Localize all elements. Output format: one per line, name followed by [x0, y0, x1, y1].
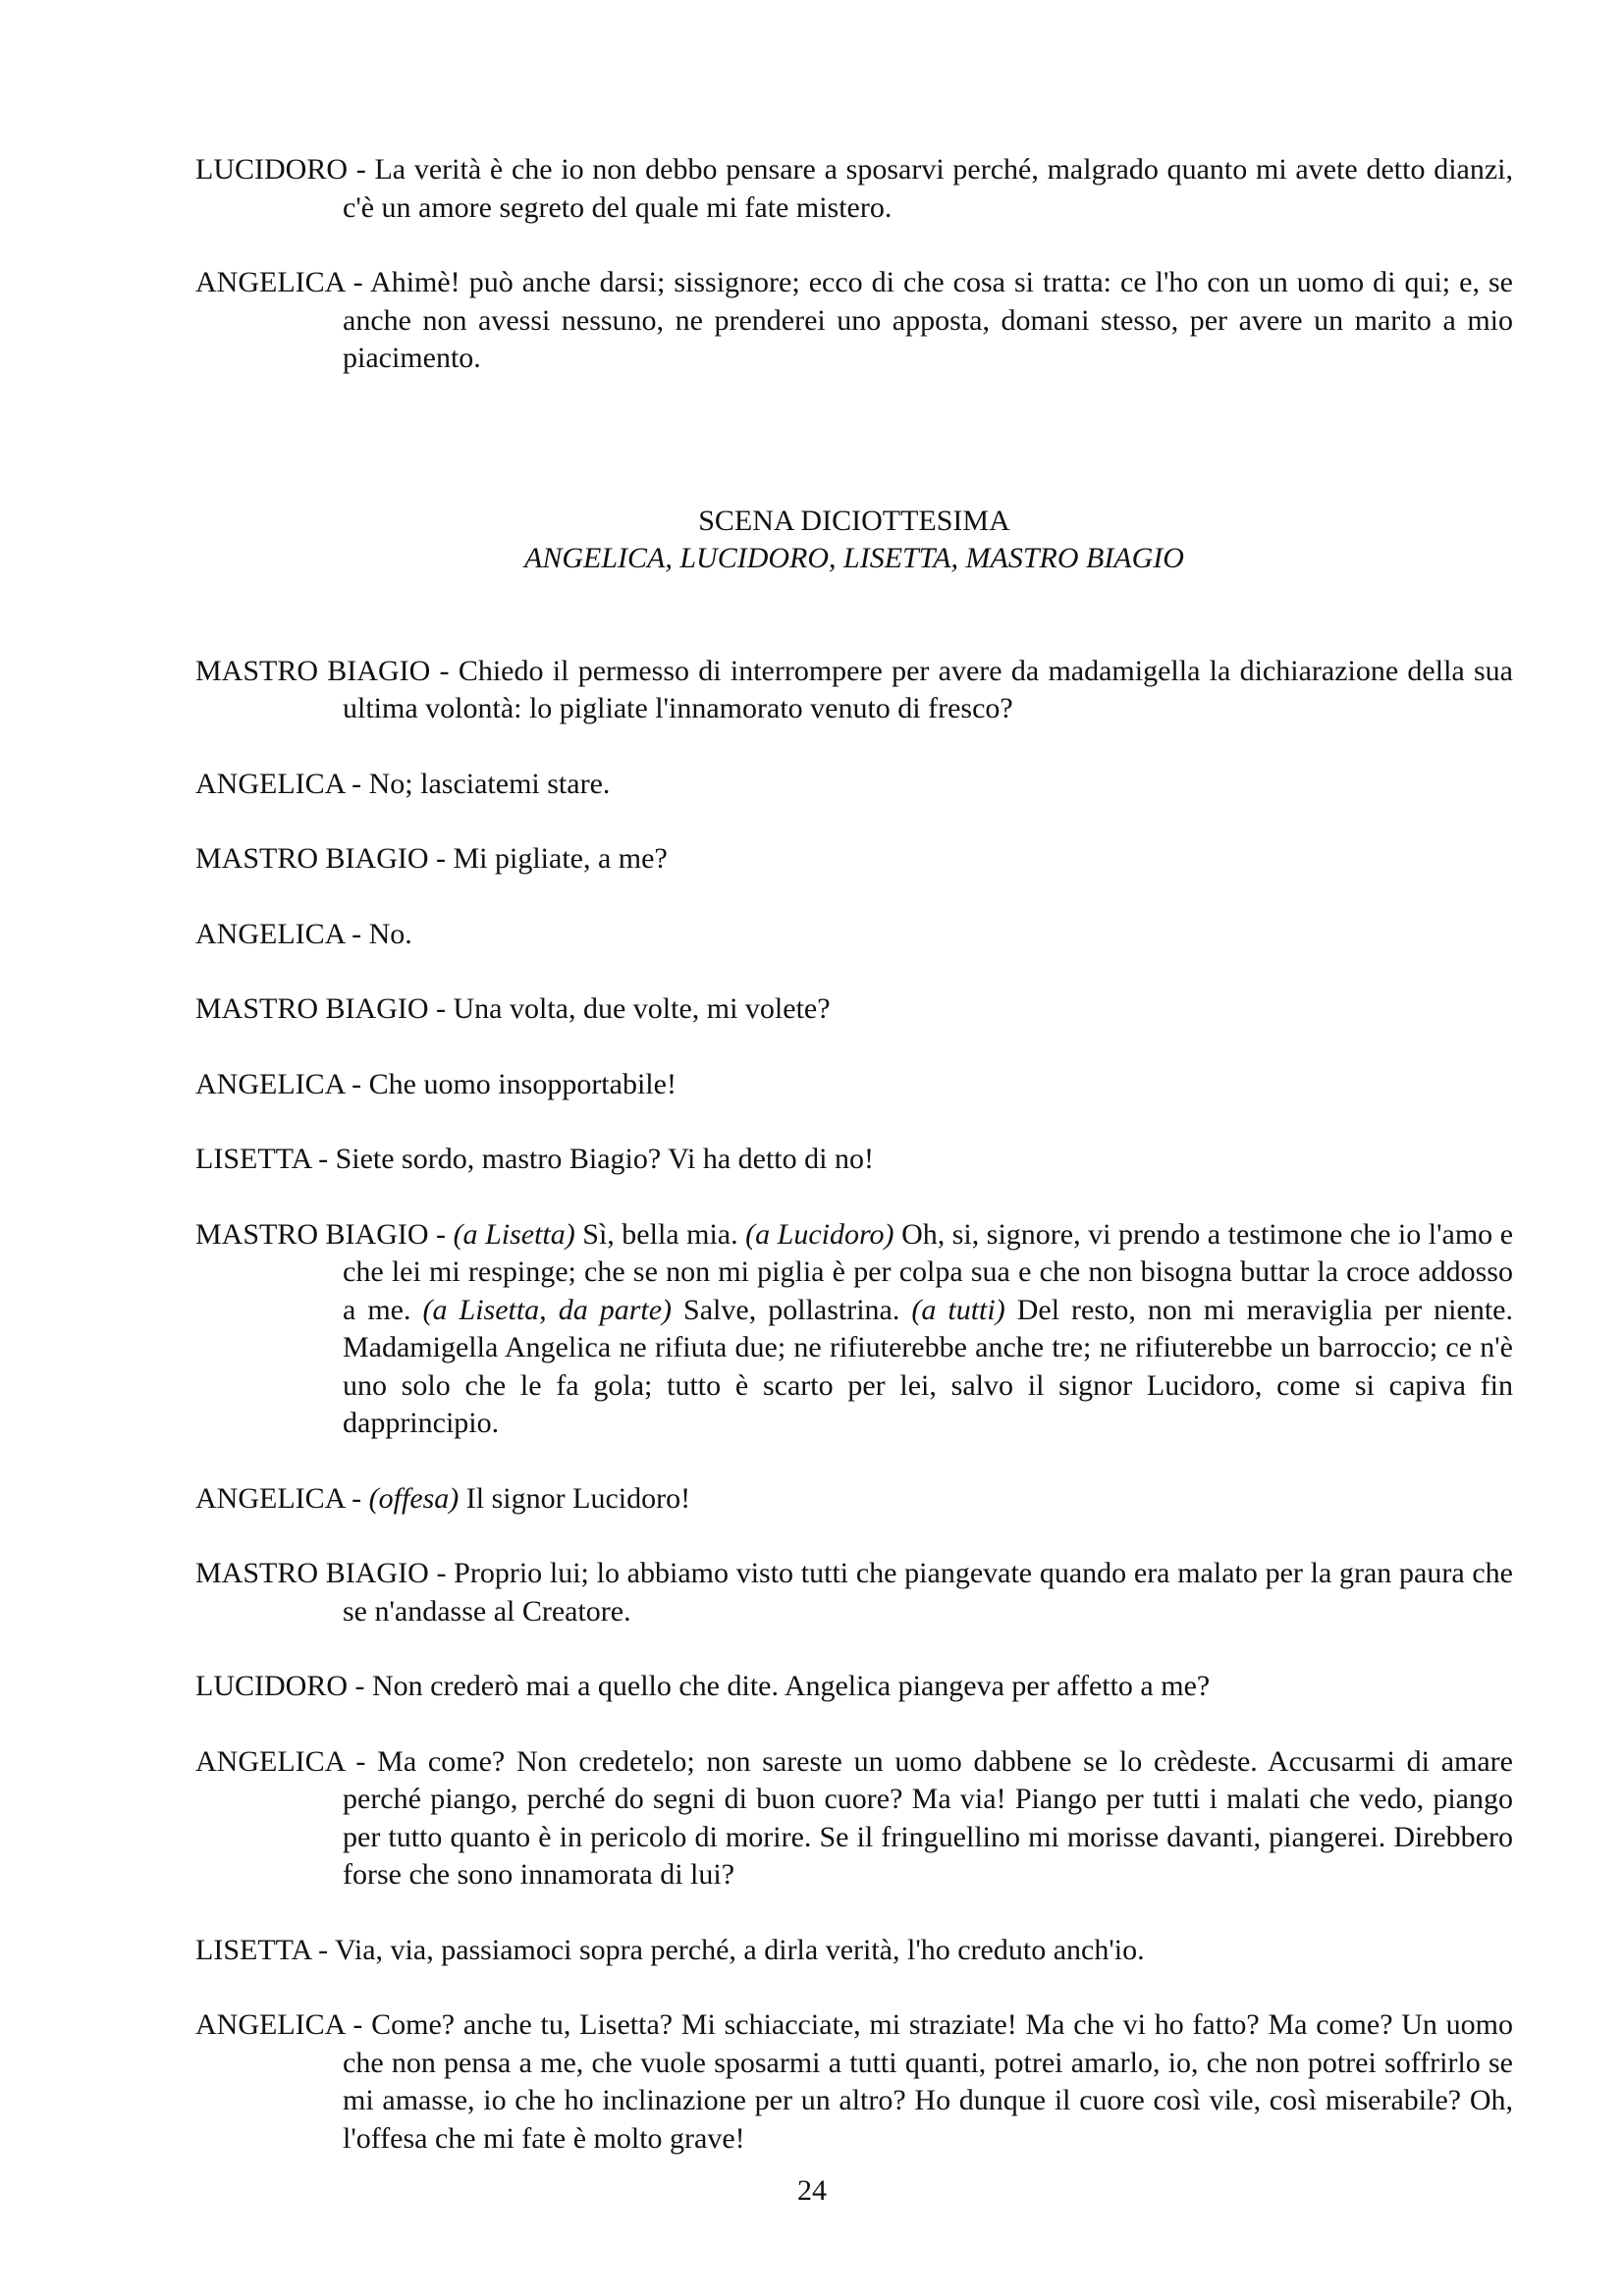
- dialogue-line: [195, 1216, 1513, 1443]
- dialogue-line: LISETTA - Siete sordo, mastro Biagio? Vi ha detto di no!: [195, 1143, 874, 1175]
- dialogue-line: LISETTA - Via, via, passiamoci sopra perché, a dirla verità, l'ho creduto anch'io.: [195, 1933, 1145, 1966]
- dialogue-line: MASTRO BIAGIO - Chiedo il permesso di interrompere per avere da madamigella la dichiarazione della sua ultima volontà: lo pigliate l'innamorato venuto di fresco?: [195, 654, 1513, 724]
- speech-segment: Salve, pollastrina.: [672, 1293, 912, 1326]
- page-number: 24: [797, 2174, 827, 2207]
- dialogue-line: ANGELICA - No.: [195, 917, 412, 950]
- dialogue-line: MASTRO BIAGIO - Una volta, due volte, mi volete?: [195, 992, 831, 1025]
- dialogue-line: ANGELICA - Come? anche tu, Lisetta? Mi schiacciate, mi straziate! Ma che vi ho fatto? Ma come? Un uomo che non pensa a me, che vuole sposarmi a tutti quanti, potrei amarlo, io, che non potrei soffrirlo se mi amasse, io che ho inclinazione per un altro? Ho dunque il cuore così vile, così miserabile? Oh, l'offesa che mi fate è molto grave!: [195, 2008, 1513, 2155]
- speech-segment: Il signor Lucidoro!: [459, 1481, 691, 1515]
- dialogue-line: ANGELICA - No; lasciatemi stare.: [195, 767, 611, 800]
- scene-title: SCENA DICIOTTESIMA: [698, 504, 1010, 537]
- stage-direction: (offesa): [368, 1481, 460, 1515]
- speech-segment: Sì, bella mia.: [574, 1217, 746, 1251]
- dialogue-line: ANGELICA - Ahimè! può anche darsi; sissignore; ecco di che cosa si tratta: ce l'ho con un uomo di qui; e, se anche non avessi nessuno, ne prenderei uno apposta, domani stesso, per avere un marito a mio piacimento.: [195, 266, 1513, 374]
- stage-direction: (a Lisetta): [453, 1217, 575, 1251]
- speech-segment: Oh, si, signore, vi prendo a testimone che io l'amo e che lei mi respinge; che se non mi piglia è per colpa sua e che non bisogna buttar la croce addosso a me.: [343, 1217, 1514, 1326]
- stage-direction: (a Lucidoro): [745, 1217, 894, 1251]
- scene-heading: [195, 503, 1513, 578]
- dialogue-line: MASTRO BIAGIO - Proprio lui; lo abbiamo visto tutti che piangevate quando era malato per la gran paura che se n'andasse al Creatore.: [195, 1557, 1513, 1628]
- speech-segment: ANGELICA -: [195, 1481, 369, 1515]
- text-column: [195, 151, 1513, 2195]
- dialogue-line: LUCIDORO - Non crederò mai a quello che dite. Angelica piangeva per affetto a me?: [195, 1670, 1211, 1702]
- dialogue-line: LUCIDORO - La verità è che io non debbo pensare a sposarvi perché, malgrado quanto mi avete detto dianzi, c'è un amore segreto del quale mi fate mistero.: [195, 153, 1513, 224]
- scene-cast: ANGELICA, LUCIDORO, LISETTA, MASTRO BIAGIO: [524, 542, 1184, 574]
- speech-segment: Del resto, non mi meraviglia per niente. Madamigella Angelica ne rifiuta due; ne rifiuterebbe anche tre; ne rifiuterebbe un barroccio; ce n'è uno solo che le fa gola; tutto è scarto per lei, salvo il signor Lucidoro, come si capiva fin dapprincipio.: [343, 1293, 1513, 1439]
- dialogue-line: ANGELICA - Che uomo insopportabile!: [195, 1067, 677, 1100]
- stage-direction: (a Lisetta, da parte): [422, 1293, 673, 1326]
- dialogue-line: MASTRO BIAGIO - Mi pigliate, a me?: [195, 842, 668, 875]
- speech-segment: MASTRO BIAGIO -: [195, 1217, 454, 1251]
- stage-direction: (a tutti): [911, 1293, 1005, 1326]
- dialogue-line: ANGELICA - Ma come? Non credetelo; non sareste un uomo dabbene se lo crèdeste. Accusarmi di amare perché piango, perché do segni di buon cuore? Ma via! Piango per tutti i malati che vedo, piango per tutto quanto è in pericolo di morire. Se il fringuellino mi morisse davanti, piangerei. Direbbero forse che sono innamorata di lui?: [195, 1744, 1513, 1891]
- dialogue-line: [195, 1480, 1513, 1519]
